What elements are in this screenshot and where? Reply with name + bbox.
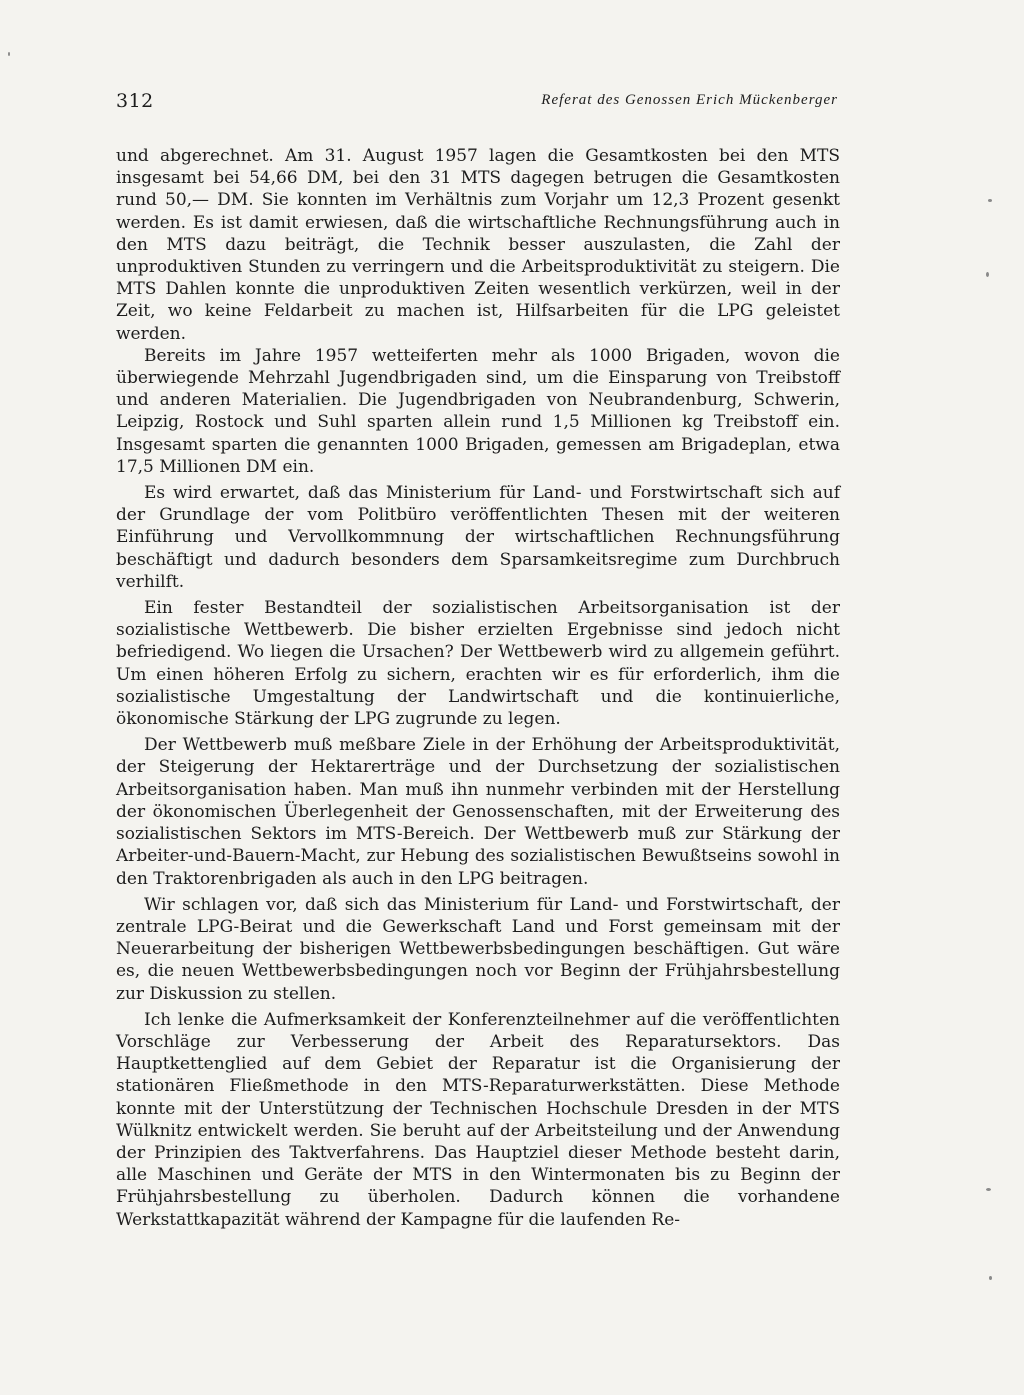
paragraph-4: Ein fester Bestandteil der sozialistischen Arbeitsorganisation ist der sozialistische Wettbewerb. Die bisher erzielten Ergebnisse sind jedoch nicht befriedigend. Wo liegen die Ursachen? Der Wettbewerb wird zu allgemein geführt. Um einen höheren Erfolg zu sichern, erachten wir es für erforderlich, ihm die sozialistische Umgestaltung der Landwirtschaft und die kontinuierliche, ökonomische Stärkung der LPG zugrunde zu legen.	[116, 598, 840, 730]
paragraph-2: Bereits im Jahre 1957 wetteiferten mehr als 1000 Brigaden, wovon die überwiegende Mehrzahl Jugendbrigaden sind, um die Einsparung von Treibstoff und anderen Materialien. Die Jugendbrigaden von Neubrandenburg, Schwerin, Leipzig, Rostock und Suhl sparten allein rund 1,5 Millionen kg Treibstoff ein. Insgesamt sparten die genannten 1000 Brigaden, gemessen am Brigadeplan, etwa 17,5 Millionen DM ein.	[116, 345, 840, 477]
paragraph-6: Wir schlagen vor, daß sich das Ministerium für Land- und Forstwirtschaft, der zentrale LPG-Beirat und die Gewerkschaft Land und Forst gemeinsam mit der Neuerarbeitung der bisherigen Wettbewerbsbedingungen beschäftigen. Gut wäre es, die neuen Wettbewerbsbedingungen noch vor Beginn der Frühjahrsbestellung zur Diskussion zu stellen.	[116, 894, 840, 1004]
scan-speck	[986, 1188, 991, 1191]
running-title: Referat des Genossen Erich Mückenberger	[541, 92, 838, 108]
scan-speck	[988, 199, 992, 202]
paragraph-1: und abgerechnet. Am 31. August 1957 lagen die Gesamtkosten bei den MTS insgesamt bei 54,66 DM, bei den 31 MTS dagegen betrugen die Gesamtkosten rund 50,— DM. Sie konnten im Verhältnis zum Vorjahr um 12,3 Prozent gesenkt werden. Es ist damit erwiesen, daß die wirtschaftliche Rechnungsführung auch in den MTS dazu beiträgt, die Technik besser auszulasten, die Zahl der unproduktiven Stunden zu verringern und die Arbeitsproduktivität zu steigern. Die MTS Dahlen konnte die unproduktiven Zeiten wesentlich verkürzen, weil in der Zeit, wo keine Feldarbeit zu machen ist, Hilfsarbeiten für die LPG geleistet werden.	[116, 146, 840, 344]
body-text	[116, 145, 840, 1231]
paragraph-3: Es wird erwartet, daß das Ministerium für Land- und Forstwirtschaft sich auf der Grundlage der vom Politbüro veröffentlichten Thesen mit der weiteren Einführung und Vervollkommnung der wirtschaftlichen Rechnungsführung beschäftigt und dadurch besonders dem Sparsamkeitsregime zum Durchbruch verhilft.	[116, 483, 840, 592]
scan-speck	[986, 272, 989, 277]
page-header	[116, 90, 838, 120]
paragraph-5: Der Wettbewerb muß meßbare Ziele in der Erhöhung der Arbeitsproduktivität, der Steigerung der Hektarerträge und der Durchsetzung der sozialistischen Arbeitsorganisation haben. Man muß ihn nunmehr verbinden mit der Herstellung der ökonomischen Überlegenheit der Genossenschaften, mit der Erweiterung des sozialistischen Sektors im MTS-Bereich. Der Wettbewerb muß zur Stärkung der Arbeiter-und-Bauern-Macht, zur Hebung des sozialistischen Bewußtseins sowohl in den Traktorenbrigaden als auch in den LPG beitragen.	[116, 735, 840, 889]
page-number: 312	[116, 90, 154, 112]
scan-speck	[989, 1276, 992, 1280]
paragraph-7: Ich lenke die Aufmerksamkeit der Konferenzteilnehmer auf die veröffentlichten Vorschläge zur Verbesserung der Arbeit des Reparatursektors. Das Hauptkettenglied auf dem Gebiet der Reparatur ist die Organisierung der stationären Fließmethode in den MTS-Reparaturwerkstätten. Diese Methode konnte mit der Unterstützung der Technischen Hochschule Dresden in der MTS Wülknitz entwickelt werden. Sie beruht auf der Arbeitsteilung und der Anwendung der Prinzipien des Taktverfahrens. Das Hauptziel dieser Methode besteht darin, alle Maschinen und Geräte der MTS in den Wintermonaten bis zu Beginn der Frühjahrsbestellung zu überholen. Dadurch können die vorhandene Werkstattkapazität während der Kampagne für die laufenden Re-	[116, 1009, 840, 1230]
scan-speck	[8, 52, 10, 56]
